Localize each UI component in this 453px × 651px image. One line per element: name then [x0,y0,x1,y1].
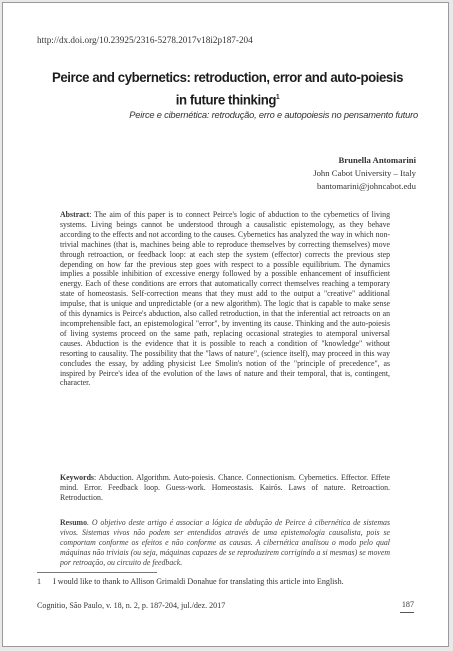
keywords-text: : Abduction. Algorithm. Auto-poiesis. Chance. Connectionism. Cybernetics. Effector. Effete mind. Error. Feedback loop. Guess-work. Homeostasis. Kairós. Laws of nature. Retroaction. Retroduction. [60,473,390,502]
running-footer: Cognitio, São Paulo, v. 18, n. 2, p. 187-204, jul./dez. 2017 [37,601,226,610]
keywords [60,473,390,503]
footnote [37,577,418,586]
keywords-label: Keywords [60,473,94,482]
author-name: Brunella Antomarini [338,155,416,165]
article-title-text: Peirce and cybernetics: retroduction, error and auto-poiesis in future thinking [51,70,404,109]
resumo-label: Resumo [60,518,88,527]
footnote-number: 1 [37,577,42,586]
article-subtitle: Peirce e cibernética: retrodução, erro e autopoiesis no pensamento futuro [129,110,418,120]
article-title [50,69,404,111]
abstract-label: Abstract [60,210,90,219]
abstract [60,210,390,388]
author-block [313,154,416,193]
title-footnote-mark[interactable]: 1 [275,94,280,101]
author-email[interactable]: bantomarini@johncabot.edu [317,181,416,191]
doi-link[interactable]: http://dx.doi.org/10.23925/2316-5278.2017v18i2p187-204 [37,35,253,45]
footnote-divider [37,572,157,573]
page-number-underline [400,612,414,613]
resumo [60,518,390,567]
resumo-text: . O objetivo deste artigo é associar a lógica de abdução de Peirce à cibernética de sistemas vivos. Sistemas vivos não podem ser entendidos através de uma epistemologia causalista, pois se comportam conforme os efeitos e não conforme as causas. A cibernética analisou o modo pelo qual máquinas não triviais (ou seja, máquinas capazes de se reproduzirem corrigindo a si mesmas) se movem por retroação, ou circuito de feedback. [60,518,390,567]
journal-page [2,2,449,647]
page-number: 187 [401,600,414,609]
abstract-text: : The aim of this paper is to connect Peirce's logic of abduction to the cybernetics of living systems. Living beings cannot be understood through a causalistic epistemology, as they behave according to the effects and not according to the causes. Cybernetics has analyzed the way in which non-trivial machines (that is, machines being able to reproduce themselves by correcting themselves) move through retroaction, or feedback loop: at each step the system (effector) corrects the previous step depending on how far the previous step goes with respect to a possible equilibrium. The dynamics implies a possible inhibition of excessive energy followed by a possible enhancement of insufficient energy. Each of these conditions are errors that automatically correct themselves reaching a temporary state of homeostasis. Self-correction means that they must add to the output a "creative" additional impulse, that is unique and unpredictable (or a new algorithm). The logic that is capable to make sense of this dynamics is Peirce's abduction, also called retroduction, in that the inferential act retroacts on an incomprehensible fact, an epistemological "error", by inventing its cause. Thinking and the auto-poiesis of living systems proceed on the same path, replacing occasional strategies to atemporal universal causes. Abduction is the evidence that it is possible to reach a condition of "knowledge" without resorting to causality. The possibility that the "laws of nature", (science itself), may proceed in this way concludes the essay, by adding physicist Lee Smolin's notion of the "principle of precedence", as inspired by Peirce's idea of the evolution of the laws of nature and their temporal, that is, contingent, character. [60,210,390,388]
footnote-text: I would like to thank to Allison Grimaldi Donahue for translating this article into English. [53,577,344,586]
author-affiliation: John Cabot University – Italy [313,168,416,178]
